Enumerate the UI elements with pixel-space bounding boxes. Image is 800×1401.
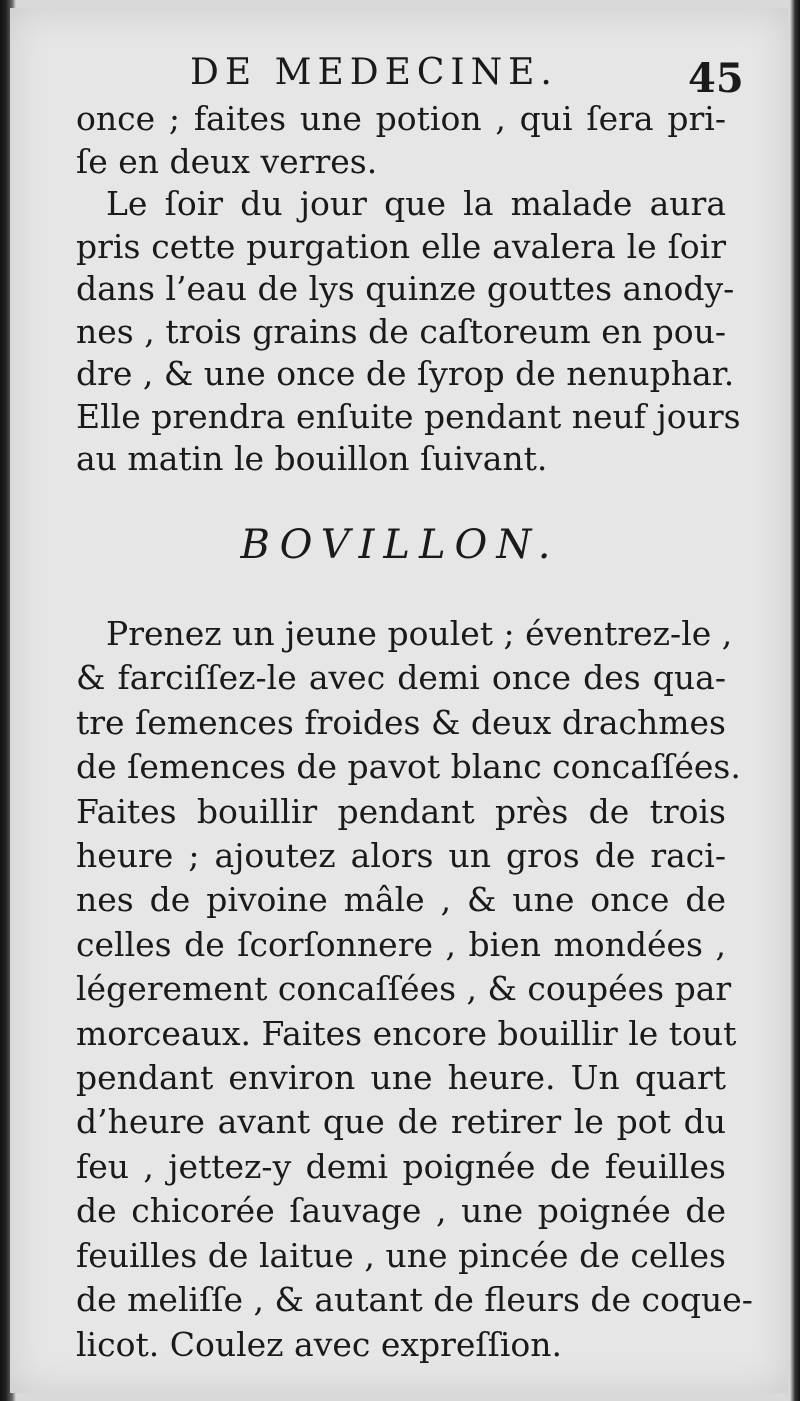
text-block-top (76, 98, 741, 481)
text-line: de meliſſe , & autant de fleurs de coque- (76, 1280, 753, 1320)
text-line: once ; faites une potion , qui ſera pri- (76, 99, 726, 138)
text-line: feuilles de laitue , une pincée de celles (76, 1235, 726, 1275)
text-line: au matin le bouillon ſuivant. (76, 439, 548, 478)
text-line: licot. Coulez avec expreſſion. (76, 1324, 563, 1364)
text-line: feu , jettez-y demi poignée de feuilles (76, 1146, 726, 1186)
text-line: celles de ſcorſonnere , bien mondées , (76, 924, 726, 964)
text-line: Faites bouillir pendant près de trois (76, 791, 726, 831)
text-line: légerement concaſſées , & coupées par (76, 969, 732, 1009)
text-line: morceaux. Faites encore bouillir le tout (76, 1013, 737, 1053)
text-line: Prenez un jeune poulet ; éventrez-le , (106, 614, 733, 653)
running-title: DE MEDECINE. (190, 52, 558, 93)
text-line: tre ſemences froides & deux drachmes (76, 702, 726, 742)
page-number: 45 (688, 55, 744, 102)
text-line: ſe en deux verres. (76, 141, 378, 181)
text-line: nes , trois grains de caſtoreum en pou- (76, 311, 726, 351)
text-line: de chicorée ſauvage , une poignée de (76, 1191, 726, 1231)
text-line: dans l’eau de lys quinze gouttes anody- (76, 269, 735, 308)
text-line: heure ; ajoutez alors un gros de raci- (76, 836, 726, 876)
text-line: pris cette purgation elle avalera le ſoir (76, 226, 726, 266)
text-line: nes de pivoine mâle , & une once de (76, 880, 726, 920)
text-line: Le ſoir du jour que la malade aura (106, 184, 726, 223)
text-line: d’heure avant que de retirer le pot du (76, 1102, 726, 1142)
text-line: & farciſſez-le avec demi once des qua- (76, 658, 726, 698)
text-line: dre , & une once de ſyrop de nenuphar. (76, 354, 735, 393)
scan-right-edge (790, 0, 800, 1401)
text-block-recipe (76, 612, 753, 1367)
text-line: de ſemences de pavot blanc concaſſées. (76, 747, 741, 787)
text-line: pendant environ une heure. Un quart (76, 1058, 726, 1098)
text-line: Elle prendra enſuite pendant neuf jours (76, 396, 741, 436)
section-title: BOVILLON. (240, 522, 560, 568)
